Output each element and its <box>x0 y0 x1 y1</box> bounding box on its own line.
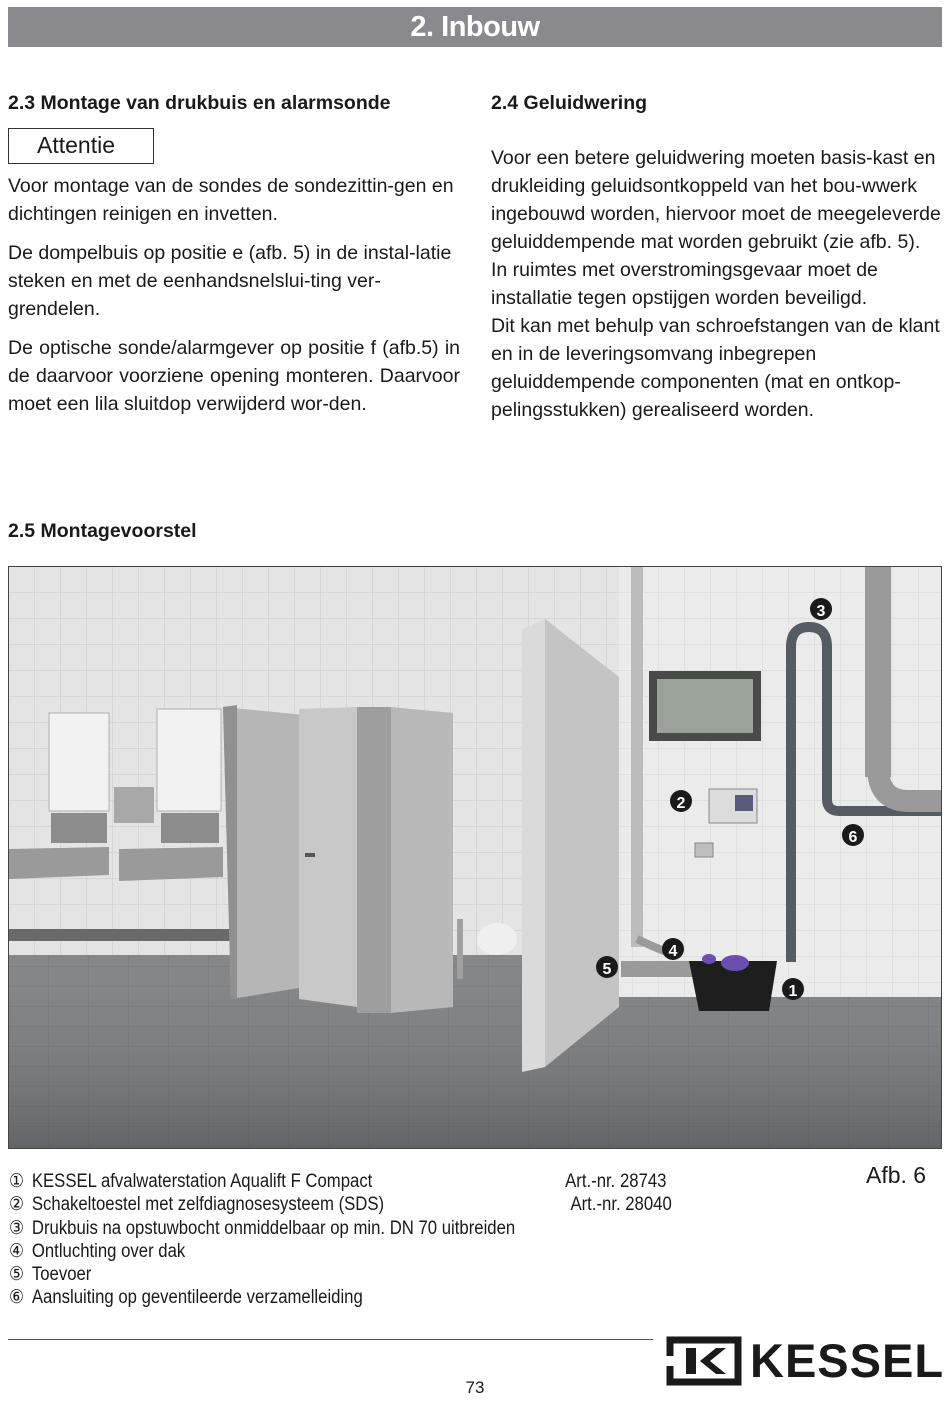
footer-divider <box>8 1339 653 1340</box>
chapter-title: 2. Inbouw <box>410 11 540 43</box>
paragraph: Voor een betere geluidwering moeten basis-kast en drukleiding geluidsontkoppeld van het bou-wwerk ingebouwd worden, hiervoor moet de meegeleverde geluiddempende mat worden gebruikt (zie afb. 5). <box>491 147 941 253</box>
legend-item <box>9 1193 672 1216</box>
kessel-logo-mark <box>666 1336 742 1386</box>
legend-text: Toevoer <box>31 1264 92 1286</box>
chapter-header <box>8 7 942 47</box>
legend-number: ③ <box>9 1217 25 1239</box>
paragraph: De dompelbuis op positie e (afb. 5) in de instal-latie steken en met de eenhandsnelslui-ting ver-grendelen. <box>8 242 452 320</box>
legend-item <box>9 1170 667 1193</box>
legend-number: ⑤ <box>9 1264 25 1286</box>
attention-box <box>8 128 154 164</box>
legend-number: ④ <box>9 1240 25 1262</box>
svg-text:2: 2 <box>676 795 686 812</box>
paragraph: In ruimtes met overstromingsgevaar moet de installatie tegen opstijgen worden beveiligd. <box>491 259 878 309</box>
callout-1 <box>782 978 804 1000</box>
legend-text: Ontluchting over dak <box>31 1240 186 1262</box>
legend-item <box>9 1263 625 1286</box>
section-2-3 <box>8 90 460 418</box>
svg-text:3: 3 <box>816 603 826 620</box>
attention-label: Attentie <box>37 132 115 158</box>
paragraph: Dit kan met behulp van schroefstangen van de klant en in de leveringsomvang inbegrepen geluiddempende componenten (mat en ontkop-pelingsstukken) gerealiseerd worden. <box>491 315 940 421</box>
paragraph: Voor montage van de sondes de sondezittin-gen en dichtingen reinigen en invetten. <box>8 175 454 225</box>
legend-article-number: Art.-nr. 28040 <box>570 1194 672 1216</box>
legend-item <box>9 1240 625 1263</box>
legend-item <box>9 1217 625 1240</box>
legend-text: KESSEL afvalwaterstation Aqualift F Compact <box>31 1171 373 1192</box>
callout-4 <box>662 938 684 960</box>
callout-6 <box>842 824 864 846</box>
figure-label: Afb. 6 <box>866 1162 927 1188</box>
callout-5 <box>596 956 618 978</box>
paragraph: De optische sonde/alarmgever op positie f (afb.5) in de daarvoor voorziene opening monteren. Daarvoor moet een lila sluitdop verwijderd wor-den. <box>8 337 460 415</box>
legend-article-number: Art.-nr. 28743 <box>565 1171 667 1192</box>
callout-3 <box>810 598 832 620</box>
legend-number: ⑥ <box>9 1287 25 1309</box>
svg-text:6: 6 <box>848 829 858 846</box>
legend-item <box>9 1286 625 1309</box>
callout-2 <box>670 790 692 812</box>
figure-legend <box>9 1170 709 1310</box>
kessel-logo <box>666 1334 945 1387</box>
legend-text: Drukbuis na opstuwbocht onmiddelbaar op min. DN 70 uitbreiden <box>31 1217 516 1239</box>
legend-number: ② <box>9 1194 25 1216</box>
legend-text: Schakeltoestel met zelfdiagnosesysteem (SDS) <box>31 1194 385 1216</box>
section-2-3-heading: 2.3 Montage van drukbuis en alarmsonde <box>8 92 391 114</box>
legend-number: ① <box>9 1171 25 1192</box>
section-2-4-heading: 2.4 Geluidwering <box>491 92 648 114</box>
svg-text:1: 1 <box>788 983 798 1000</box>
legend-text: Aansluiting op geventileerde verzamelleiding <box>31 1287 363 1309</box>
svg-text:5: 5 <box>602 961 612 978</box>
section-2-4 <box>491 90 943 424</box>
installation-illustration <box>8 566 942 1149</box>
brand-name: KESSEL <box>750 1334 945 1387</box>
section-2-5-heading: 2.5 Montagevoorstel <box>8 520 197 542</box>
svg-text:4: 4 <box>668 943 678 960</box>
page-number: 73 <box>465 1378 485 1397</box>
bathroom-scene <box>9 567 942 1149</box>
